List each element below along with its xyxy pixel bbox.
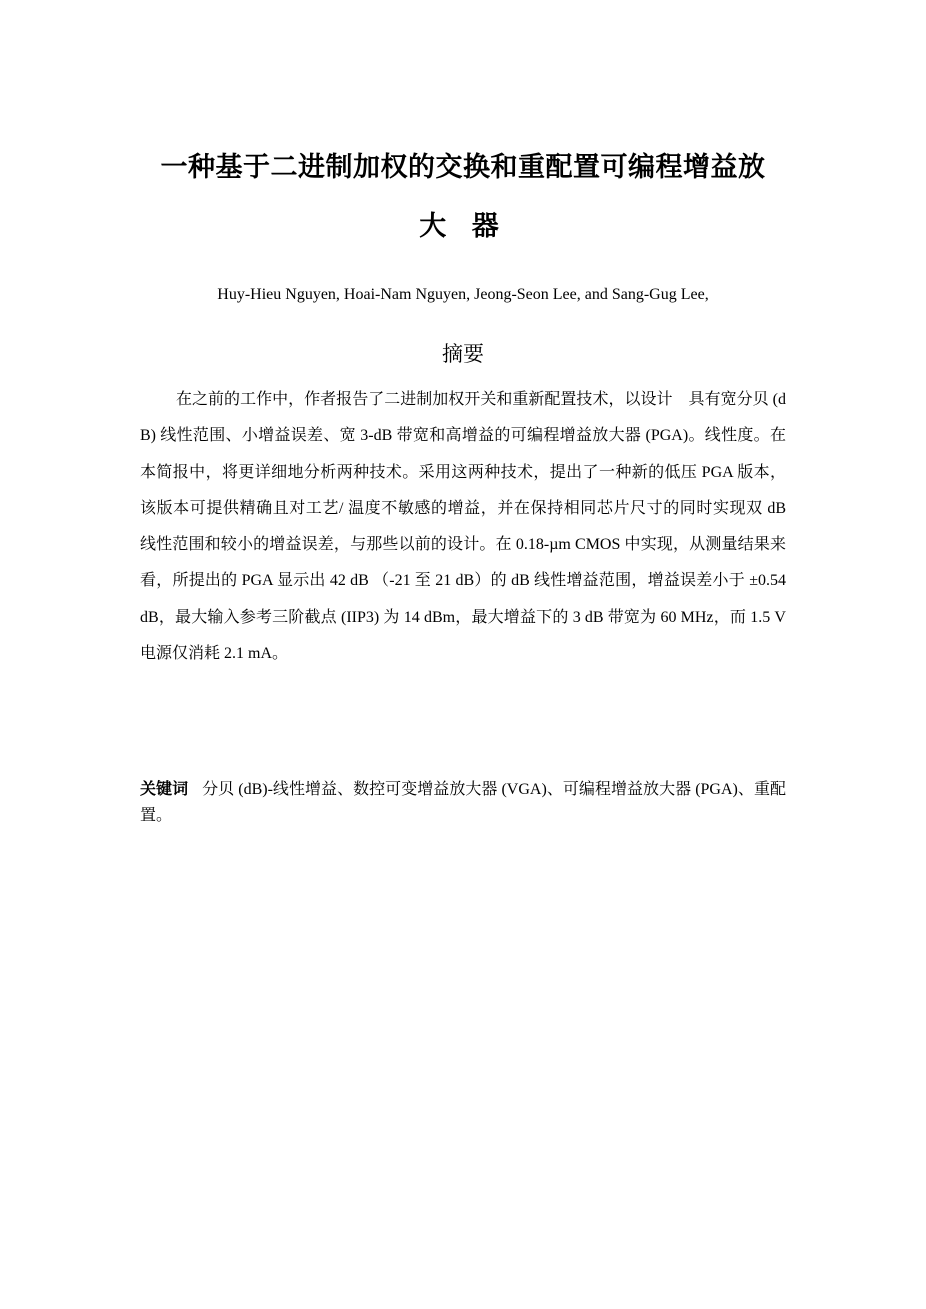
keywords-label: 关键词 [140, 779, 189, 798]
paper-title-line-1: 一种基于二进制加权的交换和重配置可编程增益放 [160, 152, 766, 183]
paper-title-line-2: 大 器 [419, 211, 507, 242]
abstract-body: 在之前的工作中，作者报告了二进制加权开关和重新配置技术，以设计 具有宽分贝 (dB) 线性范围、小增益误差、宽 3-dB 带宽和高增益的可编程增益放大器 (PGA)。线性度。在本简报中，将更详细地分析两种技术。采用这两种技术，提出了一种新的低压 PGA 版本，该版本可提供精确且对工艺/ 温度不敏感的增益，并在保持相同芯片尺寸的同时实现双 dB 线性范围和较小的增益误差，与那些以前的设计。在 0.18-µm CMOS 中实现，从测量结果来看，所提出的 PGA 显示出 42 dB （-21 至 21 dB）的 dB 线性增益范围，增益误差小于 ±0.54 dB，最大输入参考三阶截点 (IIP3) 为 14 dBm，最大增益下的 3 dB 带宽为 60 MHz，而 1.5 V 电源仅消耗 2.1 mA。 [140, 391, 803, 663]
keywords-section [140, 776, 786, 829]
keywords-text: 分贝 (dB)-线性增益、数控可变增益放大器 (VGA)、可编程增益放大器 (PGA)、重配置。 [140, 781, 786, 824]
author-list: Huy-Hieu Nguyen, Hoai-Nam Nguyen, Jeong-Seon Lee, and Sang-Gug Lee, [217, 286, 709, 303]
abstract-heading: 摘要 [442, 342, 484, 366]
